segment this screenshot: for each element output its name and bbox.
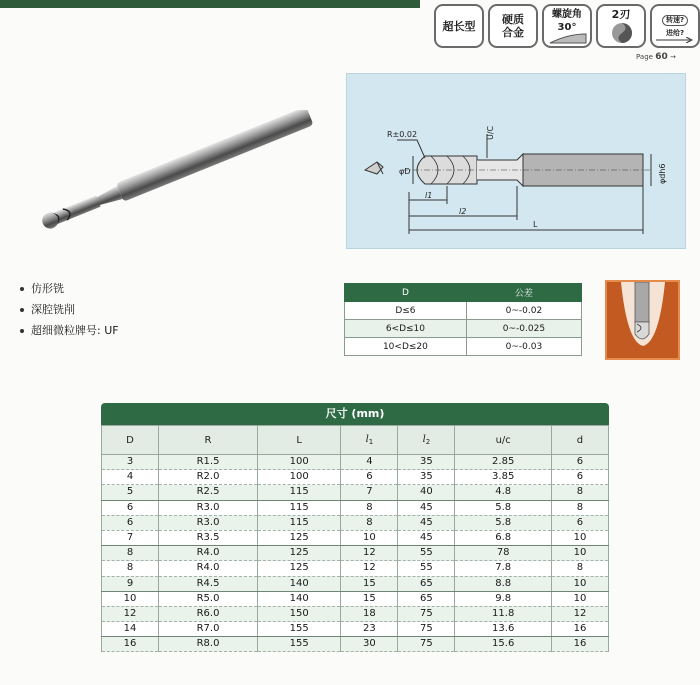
table-cell: 6 [551, 470, 608, 485]
table-cell: 8 [551, 561, 608, 576]
table-cell: 75 [398, 606, 455, 621]
table-cell: 6 [102, 515, 159, 530]
table-cell: 78 [455, 546, 552, 561]
dimension-table-title: 尺寸 (mm) [101, 403, 609, 425]
feature-item: 仿形铣 [20, 278, 119, 299]
table-cell: 9 [102, 576, 159, 591]
table-cell: 65 [398, 591, 455, 606]
table-cell: 8 [551, 485, 608, 500]
table-cell: 16 [551, 622, 608, 637]
table-cell: 6 [551, 455, 608, 470]
table-cell: 140 [258, 591, 341, 606]
table-cell: 125 [258, 530, 341, 545]
table-cell: R4.0 [159, 561, 258, 576]
table-cell: 3 [102, 455, 159, 470]
table-cell: 115 [258, 515, 341, 530]
col-header-l1: $l_1$ [341, 426, 398, 455]
table-cell: 13.6 [455, 622, 552, 637]
table-cell: 40 [398, 485, 455, 500]
table-cell: R2.0 [159, 470, 258, 485]
table-cell: R8.0 [159, 637, 258, 652]
table-row [102, 576, 609, 591]
table-cell: 140 [258, 576, 341, 591]
table-cell: 155 [258, 622, 341, 637]
tolerance-header-row [345, 284, 582, 302]
table-cell: 7 [102, 530, 159, 545]
technical-drawing [346, 73, 686, 249]
table-cell: 10 [551, 546, 608, 561]
table-cell: 18 [341, 606, 398, 621]
table-cell: R3.5 [159, 530, 258, 545]
feature-item: 深腔铣削 [20, 299, 119, 320]
table-cell: 23 [341, 622, 398, 637]
table-cell: 115 [258, 485, 341, 500]
badge-helix-angle: 螺旋角 30° [542, 4, 592, 48]
col-header-d: D [102, 426, 159, 455]
table-cell: 115 [258, 500, 341, 515]
table-cell: 100 [258, 470, 341, 485]
end-mill-photo [20, 110, 330, 230]
table-row [102, 606, 609, 621]
feature-item: 超细微粒牌号: UF [20, 320, 119, 341]
table-row [102, 530, 609, 545]
table-cell: 15 [341, 591, 398, 606]
table-cell: 55 [398, 546, 455, 561]
feature-list [20, 278, 119, 341]
table-cell: 15.6 [455, 637, 552, 652]
table-cell: R6.0 [159, 606, 258, 621]
col-header-length: L [258, 426, 341, 455]
table-row [102, 500, 609, 515]
drawing-svg [347, 74, 685, 248]
col-header-uc: u/c [455, 426, 552, 455]
table-cell: R5.0 [159, 591, 258, 606]
table-row [102, 470, 609, 485]
table-cell: 14 [102, 622, 159, 637]
table-cell: 12 [102, 606, 159, 621]
table-cell: 16 [102, 637, 159, 652]
col-header-shank-d: d [551, 426, 608, 455]
table-row [102, 622, 609, 637]
table-cell: 30 [341, 637, 398, 652]
length-label: L [533, 220, 538, 229]
table-cell: 7.8 [455, 561, 552, 576]
badge-carbide: 硬质 合金 [488, 4, 538, 48]
deep-cavity-inset-image [605, 280, 680, 360]
table-cell: 65 [398, 576, 455, 591]
table-cell: R3.0 [159, 515, 258, 530]
table-cell: 4 [102, 470, 159, 485]
table-row: 6<D≤10 0~-0.025 [345, 320, 582, 338]
radius-label: R±0.02 [387, 130, 418, 139]
table-cell: 12 [551, 606, 608, 621]
table-cell: 10 [551, 576, 608, 591]
table-cell: 8 [102, 561, 159, 576]
bullet [20, 287, 24, 291]
dimension-table-body [102, 455, 609, 652]
bullet [20, 308, 24, 312]
table-cell: 35 [398, 455, 455, 470]
table-row [102, 455, 609, 470]
table-cell: 8 [551, 500, 608, 515]
table-cell: 8 [341, 500, 398, 515]
badge-speed-feed: 转速? 进给? [650, 4, 700, 48]
badge-extra-long: 超长型 [434, 4, 484, 48]
table-cell: 125 [258, 546, 341, 561]
l1-label: l1 [425, 191, 433, 200]
table-row [102, 485, 609, 500]
table-cell: 45 [398, 515, 455, 530]
table-cell: 35 [398, 470, 455, 485]
table-cell: R4.5 [159, 576, 258, 591]
table-row [102, 591, 609, 606]
table-cell: 45 [398, 500, 455, 515]
table-cell: 4 [341, 455, 398, 470]
phi-d-label: φD [399, 167, 411, 176]
table-cell: 10 [341, 530, 398, 545]
table-cell: 2.85 [455, 455, 552, 470]
helix-angle-icon [548, 32, 588, 44]
table-row: D≤6 0~-0.02 [345, 302, 582, 320]
table-row [102, 561, 609, 576]
arrow-right-icon [656, 37, 696, 43]
table-cell: 6 [341, 470, 398, 485]
table-cell: 8 [341, 515, 398, 530]
top-color-band [0, 0, 420, 8]
table-cell: 125 [258, 561, 341, 576]
table-cell: 8 [102, 546, 159, 561]
table-cell: 12 [341, 561, 398, 576]
dimension-table-section [101, 403, 609, 652]
table-row [102, 637, 609, 652]
l2-label: l2 [459, 207, 467, 216]
tolerance-header: 公差 [466, 284, 581, 302]
dimension-header-row [102, 426, 609, 455]
table-cell: 12 [341, 546, 398, 561]
table-cell: 75 [398, 637, 455, 652]
table-cell: 8.8 [455, 576, 552, 591]
table-cell: 9.8 [455, 591, 552, 606]
badge-two-flute: 2刃 [596, 4, 646, 48]
table-cell: 10 [551, 591, 608, 606]
page-reference: Page 60 → [636, 52, 676, 62]
table-row: 10<D≤20 0~-0.03 [345, 338, 582, 356]
tolerance-header: D [345, 284, 467, 302]
cavity-illustration [607, 282, 678, 358]
table-cell: 45 [398, 530, 455, 545]
col-header-l2: $l_2$ [398, 426, 455, 455]
table-cell: 16 [551, 637, 608, 652]
table-cell: 3.85 [455, 470, 552, 485]
table-cell: R1.5 [159, 455, 258, 470]
dimension-table [101, 425, 609, 652]
table-cell: 5.8 [455, 515, 552, 530]
table-cell: 11.8 [455, 606, 552, 621]
bullet [20, 329, 24, 333]
table-cell: 5.8 [455, 500, 552, 515]
table-cell: R2.5 [159, 485, 258, 500]
table-cell: 4.8 [455, 485, 552, 500]
uc-label: U/C [486, 125, 495, 140]
table-cell: 75 [398, 622, 455, 637]
table-cell: 10 [102, 591, 159, 606]
table-cell: R3.0 [159, 500, 258, 515]
table-row [102, 515, 609, 530]
table-cell: 100 [258, 455, 341, 470]
table-cell: 6.8 [455, 530, 552, 545]
table-cell: R4.0 [159, 546, 258, 561]
phi-dh6-label: φdh6 [658, 163, 667, 184]
feature-badges [434, 4, 700, 48]
col-header-r: R [159, 426, 258, 455]
table-cell: 6 [102, 500, 159, 515]
table-cell: 15 [341, 576, 398, 591]
table-cell: 6 [551, 515, 608, 530]
table-cell: R7.0 [159, 622, 258, 637]
table-cell: 55 [398, 561, 455, 576]
flute-icon [609, 22, 635, 44]
table-row [102, 546, 609, 561]
tolerance-table [344, 283, 582, 356]
table-cell: 155 [258, 637, 341, 652]
table-cell: 7 [341, 485, 398, 500]
table-cell: 10 [551, 530, 608, 545]
table-cell: 5 [102, 485, 159, 500]
table-cell: 150 [258, 606, 341, 621]
